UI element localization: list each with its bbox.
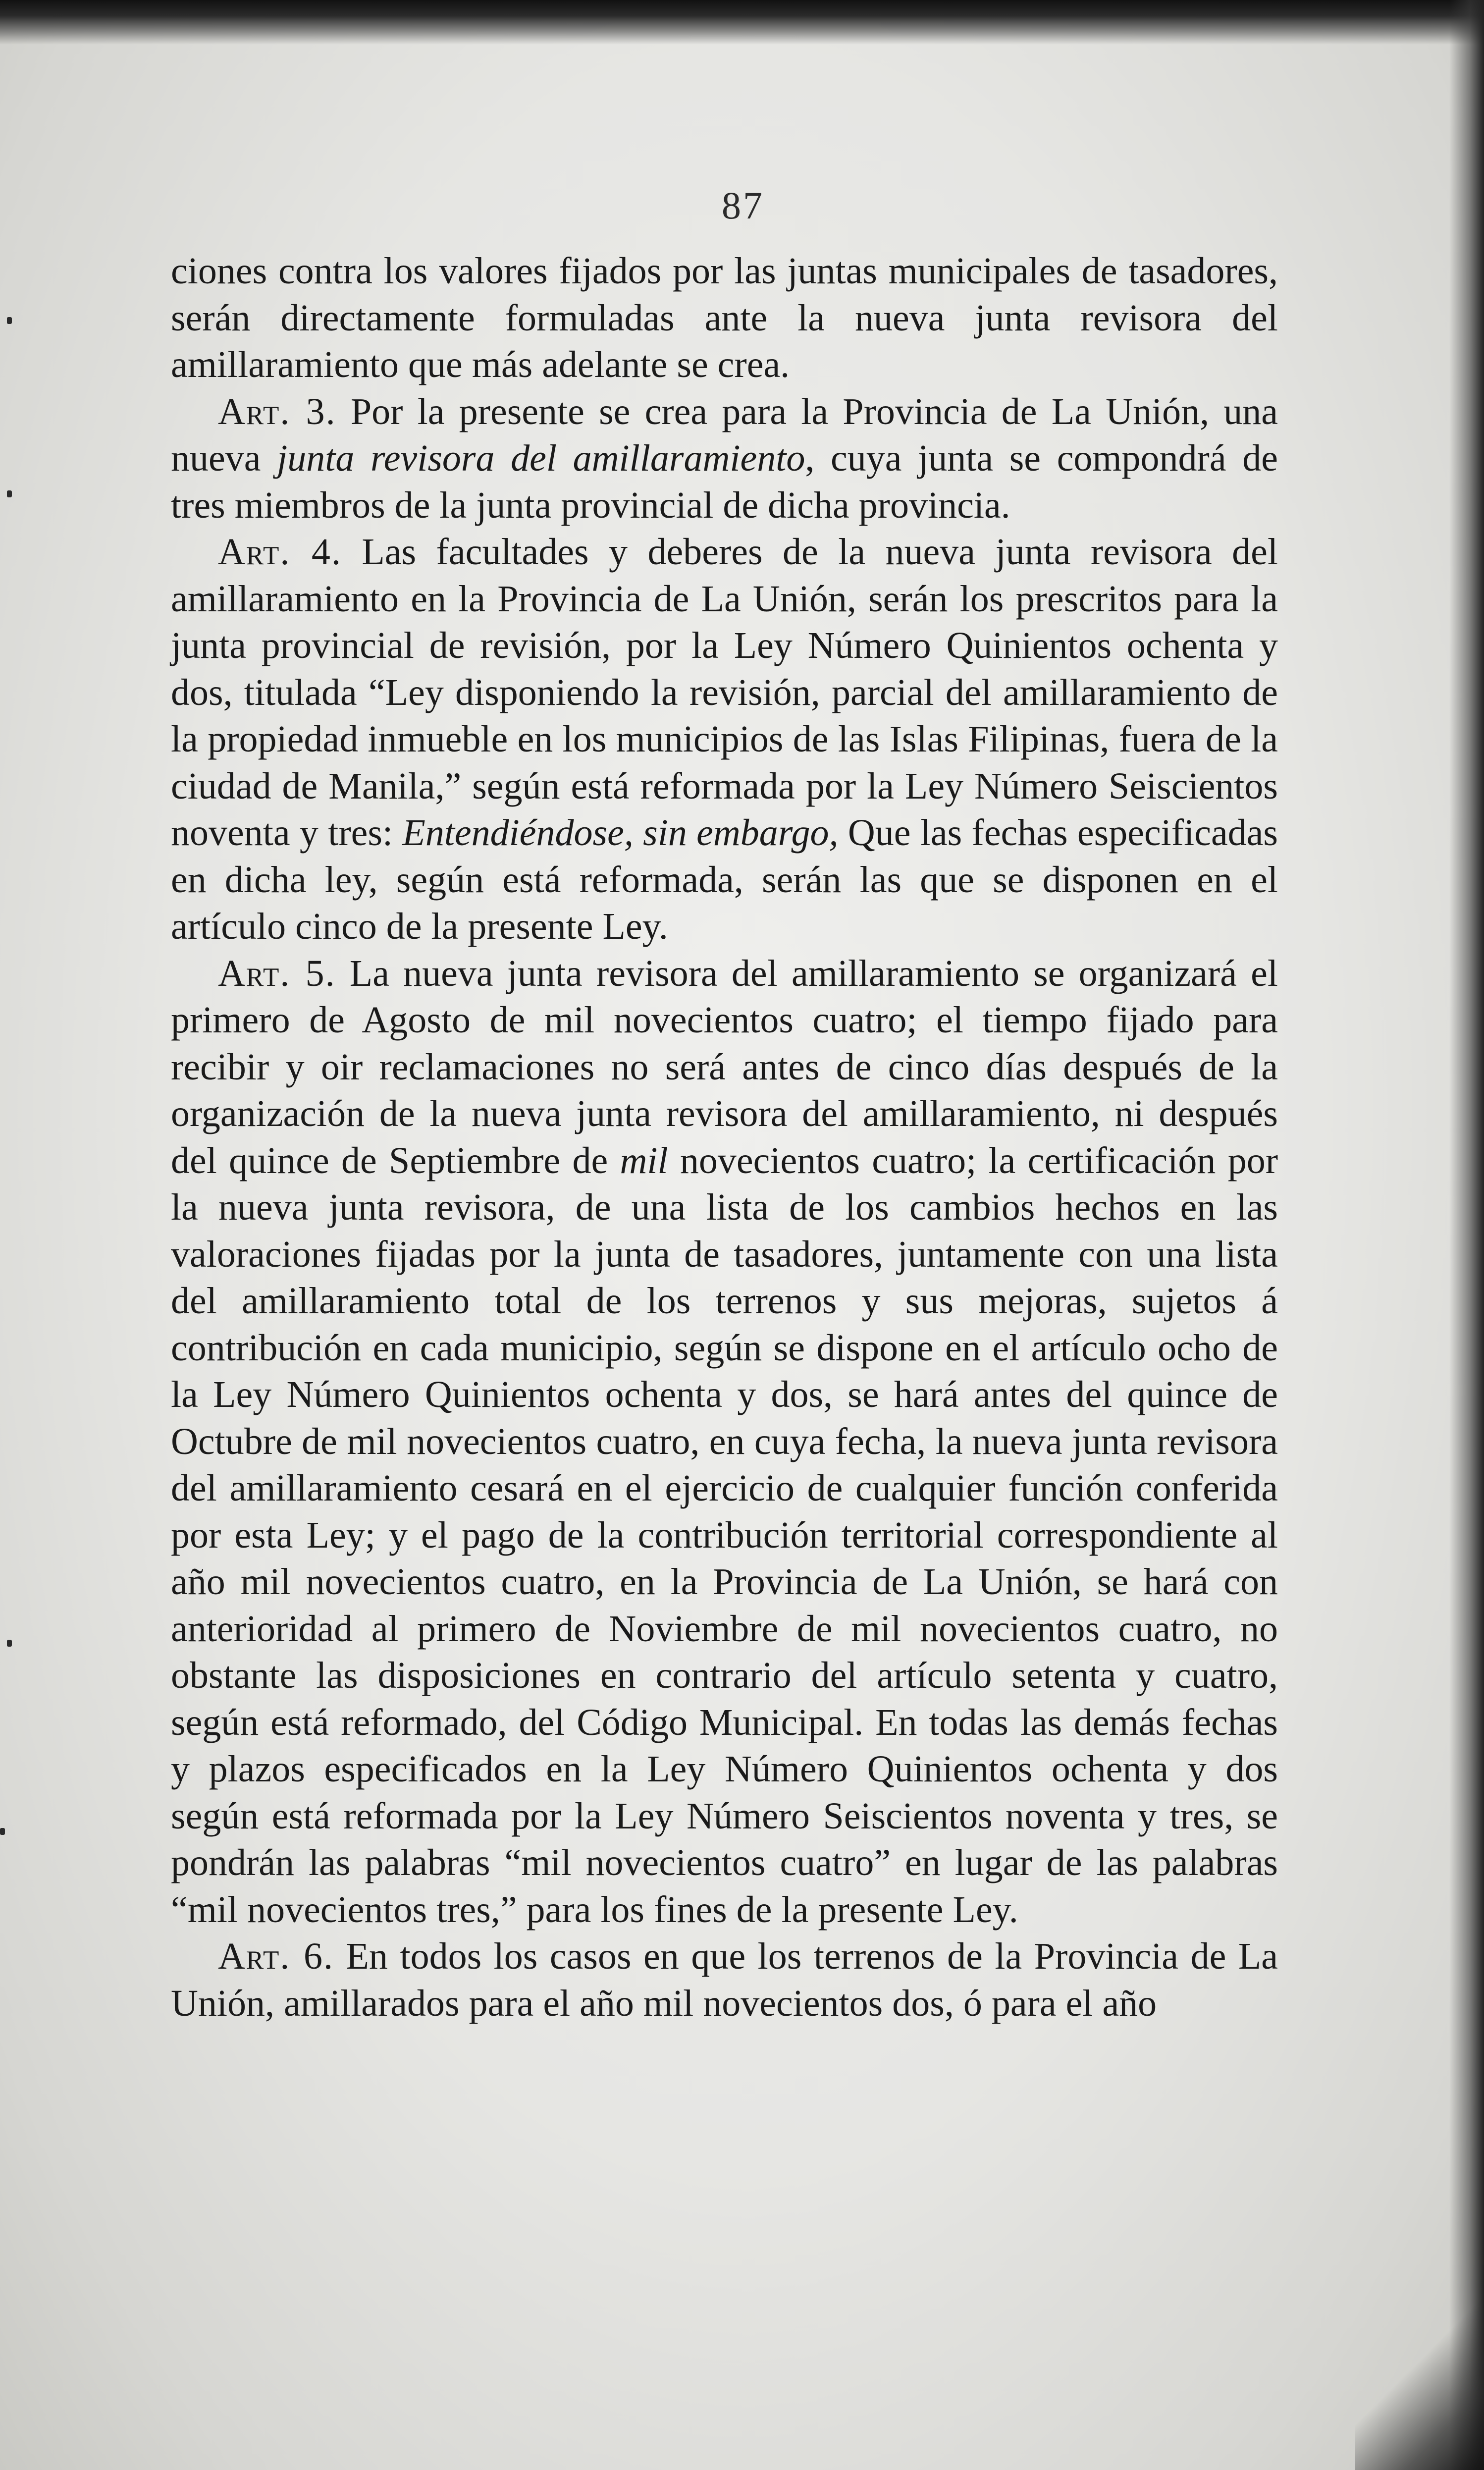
- binding-hole-mark: [0, 1828, 5, 1835]
- text-run: Las facultades y deberes de la nueva junta revisora del amillaramiento en la Provincia de La Unión, serán los prescritos para la junta provincial de revisión, por la Ley Número Quinientos ochenta y dos, titulada “Ley disponiendo la revisión, parcial del amillaramiento de la propiedad inmueble en los municipios de las Islas Filipinas, fuera de la ciudad de Manila,” según está reformada por la Ley Número Seiscientos noventa y tres:: [171, 531, 1278, 854]
- paragraph-article-3: [171, 388, 1278, 529]
- scan-right-edge-shadow: [1449, 0, 1484, 2470]
- scan-top-edge-shadow: [0, 0, 1484, 45]
- text-run: novecientos cuatro; la certificación por la nueva junta revisora, de una lista de los cambios hechos en las valoraciones fijadas por la junta de tasadores, juntamente con una lista del amillaramiento total de los terrenos y sus mejoras, sujetos á contribución en cada municipio, según se dispone en el artículo ocho de la Ley Número Quinientos ochenta y dos, se hará antes del quince de Octubre de mil novecientos cuatro, en cuya fecha, la nueva junta revisora del amillaramiento cesará en el ejercicio de cualquier función conferida por esta Ley; y el pago de la contribución territorial correspondiente al año mil novecientos cuatro, en la Provincia de La Unión, se hará con anterioridad al primero de Noviembre de mil novecientos cuatro, no obstante las disposiciones en contrario del artículo setenta y cuatro, según está reformado, del Código Municipal. En todas las demás fechas y plazos especificados en la Ley Número Quinientos ochenta y dos según está reformada por la Ley Número Seiscientos noventa y tres, se pondrán las palabras “mil novecientos cuatro” en lugar de las palabras “mil novecientos tres,” para los fines de la presente Ley.: [171, 1139, 1278, 1931]
- page-number: 87: [722, 184, 764, 227]
- article-label: Art. 5.: [218, 952, 336, 994]
- text-run: , cuya junta se compondrá de tres miembros de la junta provincial de dicha provincia.: [171, 437, 1278, 526]
- body-text: [171, 248, 1278, 2027]
- article-label: Art. 3.: [218, 390, 336, 432]
- article-label: Art. 6.: [218, 1935, 334, 1977]
- paragraph-continuation: [171, 248, 1278, 388]
- italic-phrase: Entendiéndose, sin embargo,: [402, 812, 839, 854]
- binding-hole-mark: [7, 490, 12, 497]
- binding-hole-mark: [7, 317, 12, 324]
- binding-hole-mark: [7, 1640, 12, 1647]
- text-run: La nueva junta revisora del amillaramiento se organizará el primero de Agosto de mil novecientos cuatro; el tiempo fijado para recibir y oir reclamaciones no será antes de cinco días después de la organización de la nueva junta revisora del amillaramiento, ni después del quince de Septiembre de: [171, 952, 1278, 1181]
- italic-phrase: mil: [620, 1139, 668, 1181]
- paragraph-article-6: [171, 1933, 1278, 2027]
- text-run: Que las fechas especificadas en dicha ley, según está reformada, serán las que se disponen en el artículo cinco de la presente Ley.: [171, 812, 1278, 947]
- paragraph-article-5: [171, 950, 1278, 1933]
- text-run: ciones contra los valores fijados por las juntas municipales de tasadores, serán directamente formuladas ante la nueva junta revisora del amillaramiento que más adelante se crea.: [171, 250, 1278, 385]
- paragraph-article-4: [171, 529, 1278, 950]
- text-run: Por la presente se crea para la Provincia de La Unión, una nueva: [171, 390, 1278, 479]
- scan-corner-shadow: [1355, 2282, 1484, 2470]
- article-label: Art. 4.: [218, 531, 342, 573]
- italic-phrase: junta revisora del amillaramiento: [277, 437, 805, 479]
- text-run: En todos los casos en que los terrenos de la Provincia de La Unión, amillarados para el año mil novecientos dos, ó para el año: [171, 1935, 1278, 2024]
